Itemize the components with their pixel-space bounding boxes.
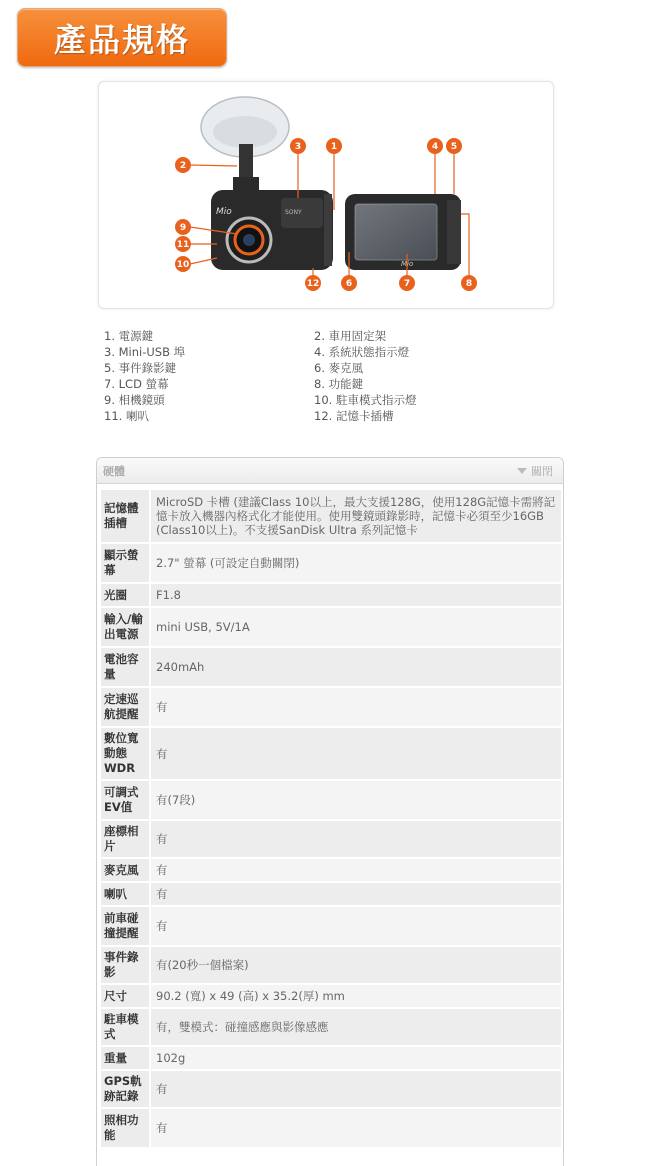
svg-text:8: 8 — [465, 279, 473, 289]
parts-legend-left — [104, 328, 185, 424]
spec-key: 光圈 — [101, 584, 149, 606]
part-label: 2. 車用固定架 — [314, 329, 387, 343]
part-label: 5. 事件錄影鍵 — [104, 361, 177, 375]
collapse-toggle-label: 關閉 — [531, 464, 553, 478]
spec-value: 有 — [151, 1071, 561, 1107]
part-label: 12. 記憶卡插槽 — [314, 409, 394, 423]
callout-5 — [446, 138, 462, 154]
spec-key: 定速巡航提醒 — [101, 688, 149, 726]
spec-row — [101, 907, 561, 945]
spec-key: 電池容量 — [101, 648, 149, 686]
part-label: 8. 功能鍵 — [314, 377, 364, 391]
callout-8 — [461, 275, 477, 291]
spec-key: 座標相片 — [101, 821, 149, 857]
callout-3 — [290, 138, 306, 154]
spec-key: 尺寸 — [101, 985, 149, 1007]
dashcam-illustration — [99, 82, 555, 310]
svg-text:5: 5 — [450, 142, 458, 152]
spec-row — [101, 947, 561, 983]
svg-text:1: 1 — [330, 142, 338, 152]
svg-text:10: 10 — [176, 260, 190, 270]
spec-key: 記憶體插槽 — [101, 490, 149, 542]
spec-value: 2.7" 螢幕 (可設定自動關閉) — [151, 544, 561, 582]
callout-4 — [427, 138, 443, 154]
spec-key: 喇叭 — [101, 883, 149, 905]
spec-value: MicroSD 卡槽 (建議Class 10以上，最大支援128G，使用128G記憶卡需將記憶卡放入機器內格式化才能使用。使用雙鏡頭錄影時，記憶卡必須至少16GB (Class10以上)。不支援SanDisk Ultra 系列記憶卡 — [151, 490, 561, 542]
part-label: 9. 相機鏡頭 — [104, 393, 165, 407]
callout-9 — [175, 219, 191, 235]
spec-value: 有 — [151, 907, 561, 945]
svg-text:2: 2 — [179, 161, 187, 171]
hardware-spec-panel — [96, 457, 564, 1166]
callout-11 — [175, 236, 191, 252]
spec-value: F1.8 — [151, 584, 561, 606]
spec-value: 有 — [151, 728, 561, 779]
sony-logo: SONY — [285, 209, 302, 216]
spec-row — [101, 1009, 561, 1045]
spec-key: 數位寬動態WDR — [101, 728, 149, 779]
spec-value: 有 — [151, 1109, 561, 1147]
callout-2 — [175, 157, 191, 173]
spec-value: 有，雙模式：碰撞感應與影像感應 — [151, 1009, 561, 1045]
callout-12 — [305, 275, 321, 291]
front-brand-mark: Mio — [216, 207, 232, 217]
spec-row — [101, 821, 561, 857]
triangle-down-icon — [517, 468, 527, 474]
spec-value: 有 — [151, 821, 561, 857]
spec-panel-header — [97, 458, 563, 484]
spec-key: 前車碰撞提醒 — [101, 907, 149, 945]
parts-legend-right — [314, 328, 416, 424]
spec-value: 有 — [151, 859, 561, 881]
svg-text:4: 4 — [431, 142, 439, 152]
spec-row — [101, 883, 561, 905]
spec-key: 輸入/輸出電源 — [101, 608, 149, 646]
callout-10 — [175, 256, 191, 272]
spec-key: 事件錄影 — [101, 947, 149, 983]
part-label: 11. 喇叭 — [104, 409, 149, 423]
callout-1 — [326, 138, 342, 154]
spec-key: 重量 — [101, 1047, 149, 1069]
spec-value: 有(20秒一個檔案) — [151, 947, 561, 983]
spec-value: mini USB, 5V/1A — [151, 608, 561, 646]
spec-table — [99, 488, 563, 1149]
spec-section-title: 硬體 — [103, 464, 125, 478]
spec-row — [101, 1109, 561, 1147]
callout-7 — [399, 275, 415, 291]
part-label: 7. LCD 螢幕 — [104, 377, 169, 391]
svg-text:7: 7 — [403, 279, 411, 289]
spec-row — [101, 544, 561, 582]
spec-row — [101, 490, 561, 542]
part-label: 10. 駐車模式指示燈 — [314, 393, 417, 407]
svg-text:12: 12 — [306, 279, 320, 289]
svg-text:6: 6 — [345, 279, 353, 289]
spec-key: 顯示螢幕 — [101, 544, 149, 582]
rear-brand-mark: Mio — [401, 260, 414, 268]
spec-key: GPS軌跡記錄 — [101, 1071, 149, 1107]
part-label: 6. 麥克風 — [314, 361, 364, 375]
svg-text:9: 9 — [179, 223, 187, 233]
svg-text:3: 3 — [294, 142, 302, 152]
page-title: 產品規格 — [17, 8, 227, 67]
spec-row — [101, 859, 561, 881]
spec-value: 有 — [151, 688, 561, 726]
spec-row — [101, 781, 561, 819]
spec-row — [101, 985, 561, 1007]
spec-key: 可調式EV值 — [101, 781, 149, 819]
svg-text:11: 11 — [176, 240, 190, 250]
spec-value: 有 — [151, 883, 561, 905]
spec-value: 90.2 (寬) x 49 (高) x 35.2(厚) mm — [151, 985, 561, 1007]
collapse-toggle[interactable] — [517, 463, 553, 479]
spec-key: 照相功能 — [101, 1109, 149, 1147]
spec-row — [101, 1071, 561, 1107]
product-diagram — [98, 81, 554, 309]
part-label: 3. Mini-USB 埠 — [104, 345, 186, 359]
spec-row — [101, 728, 561, 779]
spec-value: 有(7段) — [151, 781, 561, 819]
spec-key: 麥克風 — [101, 859, 149, 881]
spec-row — [101, 1047, 561, 1069]
part-label: 1. 電源鍵 — [104, 329, 154, 343]
spec-row — [101, 648, 561, 686]
spec-row — [101, 608, 561, 646]
spec-row — [101, 584, 561, 606]
spec-key: 駐車模式 — [101, 1009, 149, 1045]
spec-row — [101, 688, 561, 726]
part-label: 4. 系統狀態指示燈 — [314, 345, 410, 359]
spec-value: 240mAh — [151, 648, 561, 686]
callout-6 — [341, 275, 357, 291]
spec-value: 102g — [151, 1047, 561, 1069]
